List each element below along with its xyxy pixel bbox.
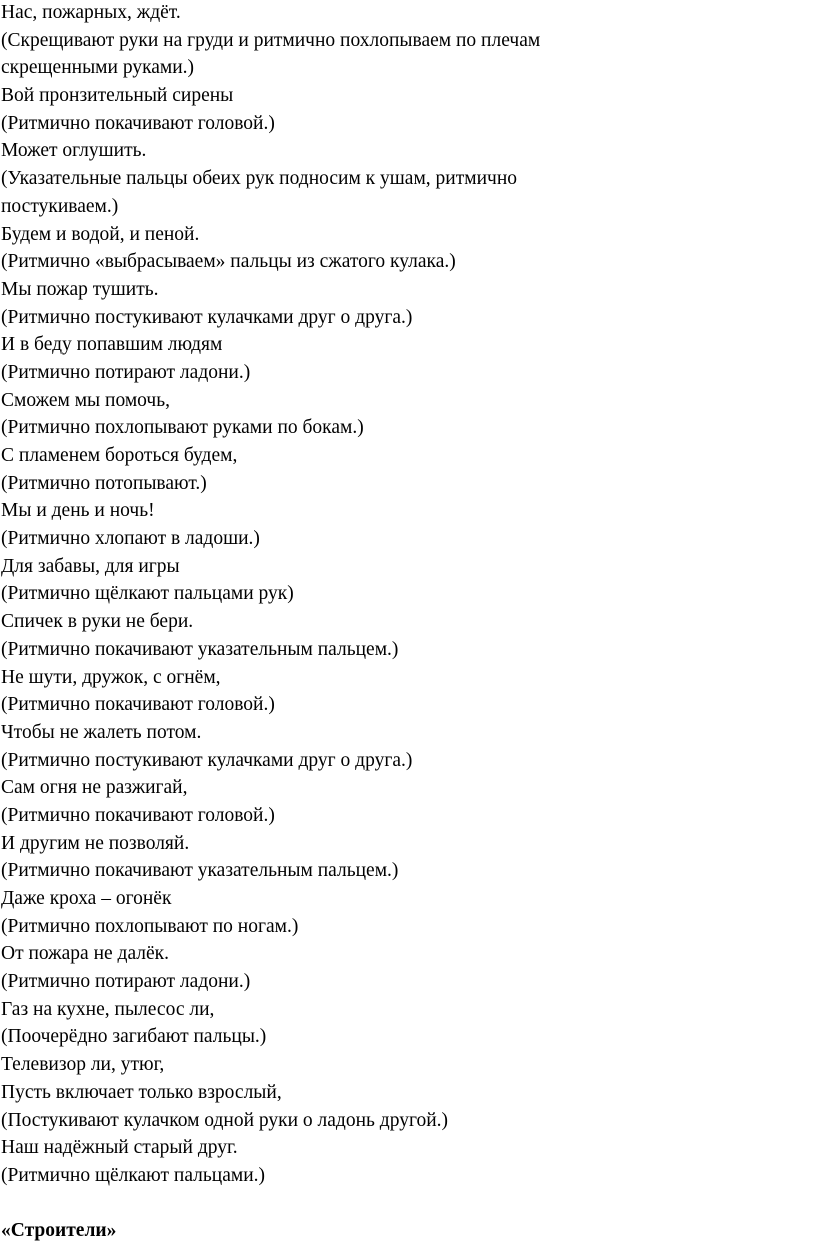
- poem-line: Нас, пожарных, ждёт.: [1, 2, 181, 23]
- blank-line: [1, 1190, 816, 1218]
- poem-line: Мы пожар тушить.: [1, 278, 159, 300]
- poem-line: Спичек в руки не бери.: [1, 611, 194, 633]
- poem-line: И другим не позволяй.: [1, 832, 190, 854]
- instruction-line: (Ритмично покачивают головой.): [1, 694, 275, 716]
- poem-line: Не шути, дружок, с огнём,: [1, 666, 221, 688]
- instruction-line: (Ритмично щёлкают пальцами рук): [1, 583, 294, 605]
- instruction-line: (Ритмично покачивают указательным пальцем.): [1, 860, 399, 882]
- poem-line: Сам огня не разжигай,: [1, 777, 188, 799]
- instruction-line: (Поочерёдно загибают пальцы.): [1, 1026, 267, 1048]
- poem-line: И в беду попавшим людям: [1, 334, 223, 356]
- section-heading: «Строители»: [1, 1220, 117, 1242]
- poem-line: От пожара не далёк.: [1, 943, 170, 965]
- instruction-line: (Ритмично похлопывают руками по бокам.): [1, 417, 364, 439]
- poem-line: Пусть включает только взрослый,: [1, 1081, 282, 1103]
- poem-line: Вой пронзительный сирены: [1, 85, 234, 107]
- poem-line: Мы и день и ночь!: [1, 500, 155, 522]
- poem-line: Даже кроха – огонёк: [1, 888, 172, 909]
- instruction-line: (Ритмично покачивают головой.): [1, 112, 275, 134]
- poem-line: Наш надёжный старый друг.: [1, 1137, 238, 1159]
- instruction-line: (Постукивают кулачком одной руки о ладонь другой.): [1, 1109, 449, 1131]
- instruction-line: (Ритмично постукивают кулачками друг о друга.): [1, 306, 413, 328]
- instruction-line: (Ритмично покачивают указательным пальцем.): [1, 638, 399, 660]
- instruction-line: (Ритмично потирают ладони.): [1, 361, 251, 383]
- instruction-line: постукиваем.): [1, 195, 119, 217]
- poem-line: Газ на кухне, пылесос ли,: [1, 998, 215, 1020]
- instruction-line: (Ритмично щёлкают пальцами.): [1, 1164, 266, 1186]
- instruction-line: (Указательные пальцы обеих рук подносим к ушам, ритмично: [1, 168, 518, 190]
- poem-line: Для забавы, для игры: [1, 555, 180, 577]
- poem-line: Сможем мы помочь,: [1, 389, 170, 411]
- poem-line: Будем и водой, и пеной.: [1, 223, 200, 245]
- instruction-line: (Ритмично покачивают головой.): [1, 804, 275, 826]
- poem-line: С пламенем бороться будем,: [1, 445, 238, 466]
- instruction-line: (Ритмично похлопывают по ногам.): [1, 915, 299, 937]
- poem-line: Чтобы не жалеть потом.: [1, 721, 202, 743]
- instruction-line: (Ритмично потирают ладони.): [1, 971, 251, 993]
- instruction-line: скрещенными руками.): [1, 57, 195, 79]
- instruction-line: (Ритмично «выбрасываем» пальцы из сжатого кулака.): [1, 251, 456, 273]
- poem-line: Может оглушить.: [1, 140, 147, 162]
- instruction-line: (Ритмично потопывают.): [1, 472, 207, 494]
- instruction-line: (Скрещивают руки на груди и ритмично похлопываем по плечам: [1, 29, 541, 51]
- instruction-line: (Ритмично хлопают в ладоши.): [1, 528, 260, 550]
- poem-line: Телевизор ли, утюг,: [1, 1054, 165, 1076]
- instruction-line: (Ритмично постукивают кулачками друг о друга.): [1, 749, 413, 771]
